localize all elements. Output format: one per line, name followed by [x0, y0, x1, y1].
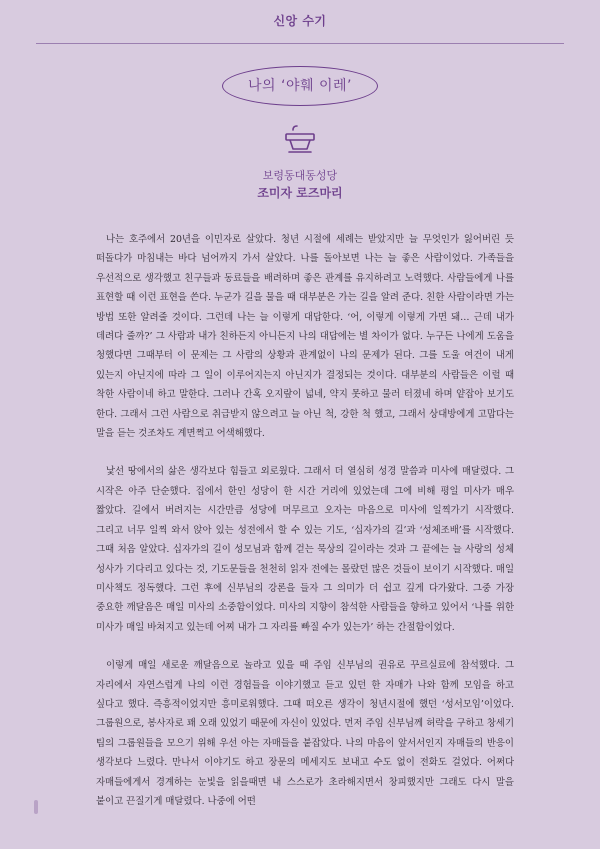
article-title: 나의 ‘야훼 이레’ [248, 78, 352, 94]
paragraph-3: 이렇게 매일 새로운 깨달음으로 놀라고 있을 때 주임 신부님의 권유로 꾸르실료에 참석했다. 그 자리에서 자연스럽게 나의 이런 경험들을 이야기했고 듣고 있던 한 자매가 나와 함께 모임을 하고 싶다고 했다. 즉흥적이었지만 흥미로워했다. 그때 떠오른 생각이 청년시절에 했던 ‘성서모임’이었다. 그룹원으로, 봉사자로 꽤 오래 있었기 때문에 자신이 있었다. 먼저 주임 신부님께 허락을 구하고 창세기 팀의 그룹원들을 모으기 위해 우선 아는 자매들을 붙잡았다. 나의 마음이 앞서서인지 자매들의 반응이 생각보다 느렸다. 만나서 이야기도 하고 장문의 메세지도 보내고 수도 없이 전화도 걸었다. 어쩌다 자매들에게서 경계하는 눈빛을 읽을때면 내 스스로가 초라해지면서 창피했지만 그래도 다시 말을 붙이고 끈질기게 매달렸다. 나중에 어떤 [96, 660, 514, 807]
section-header [0, 0, 600, 46]
author-name: 조미자 로즈마리 [257, 186, 343, 200]
section-title: 신앙 수기 [273, 14, 327, 28]
parish-name: 보령동대동성당 [262, 169, 338, 182]
paragraph-1: 나는 호주에서 20년을 이민자로 살았다. 청년 시절에 세례는 받았지만 늘 무엇인가 잃어버린 듯 떠돌다가 마침내는 바다 넘어까지 가서 살았다. 나를 돌아보면 나는 늘 좋은 사람이었다. 가족들을 우선적으로 생각했고 친구들과 동료들을 배려하며 좋은 관계를 유지하려고 노력했다. 사람들에게 나를 표현할 때 이런 표현을 쓴다. 누군가 길을 물을 때 대부분은 가는 길을 알려 준다. 친한 사람이라면 가는 방법 또한 알려줄 것이다. 그런데 나는 늘 이렇게 대답한다. ‘어, 이렇게 이렇게 가면 돼… 근데 내가 데려다 줄까?’ 그 사람과 내가 친하든지 아니든지 나의 대답에는 별 차이가 없다. 누구든 나에게 도움을 청했다면 그때부터 이 문제는 그 사람의 상황과 관계없이 나의 문제가 된다. 그를 도울 여건이 내게 있는지 아닌지에 따라 그 일이 이루어지는지 아닌지가 결정되는 것이다. 대부분의 사람들은 이럴 때 착한 사람이네 하고 말한다. 그러나 간혹 오지랖이 넓네, 약지 못하고 물러 터졌네 하며 얕잡아 보기도 한다. 그래서 그런 사람으로 취급받지 않으려고 늘 아닌 척, 강한 척 했고, 그래서 상대방에게 고맙다는 말을 듣는 것조차도 계면쩍고 어색해했다. [96, 234, 514, 440]
lectern-icon [283, 124, 317, 154]
paragraph-2: 낯선 땅에서의 삶은 생각보다 힘들고 외로웠다. 그래서 더 열심히 성경 말씀과 미사에 매달렸다. 그 시작은 아주 단순했다. 집에서 한인 성당이 한 시간 거리에 있었는데 그에 비해 평일 미사가 매우 짧았다. 길에서 버려지는 시간만큼 성당에 머무르고 오자는 마음으로 미사에 일찍가기 시작했다. 그리고 너무 일찍 와서 앉아 있는 성전에서 할 수 있는 기도, ‘십자가의 길’과 ‘성체조배’를 시작했다. 그때 처음 알았다. 십자가의 길이 성모님과 함께 걷는 묵상의 길이라는 것과 그 끝에는 늘 사랑의 성체 성사가 기다리고 있다는 것, 기도문들을 천천히 읽자 전에는 몰랐던 많은 것들이 보이기 시작했다. 매일 미사책도 정독했다. 그런 후에 신부님의 강론을 들자 그 의미가 더 쉽고 깊게 다가왔다. 그중 가장 중요한 깨달음은 매일 미사의 소중함이었다. 미사의 지향이 참석한 사람들을 향하고 있어서 ‘나를 위한 미사가 매일 바쳐지고 있는데 어찌 내가 그 자리를 빠질 수가 있는가’ 하는 간절함이었다. [96, 466, 514, 633]
header-divider [36, 43, 564, 44]
article-body [96, 230, 514, 811]
page-marker [34, 800, 38, 814]
